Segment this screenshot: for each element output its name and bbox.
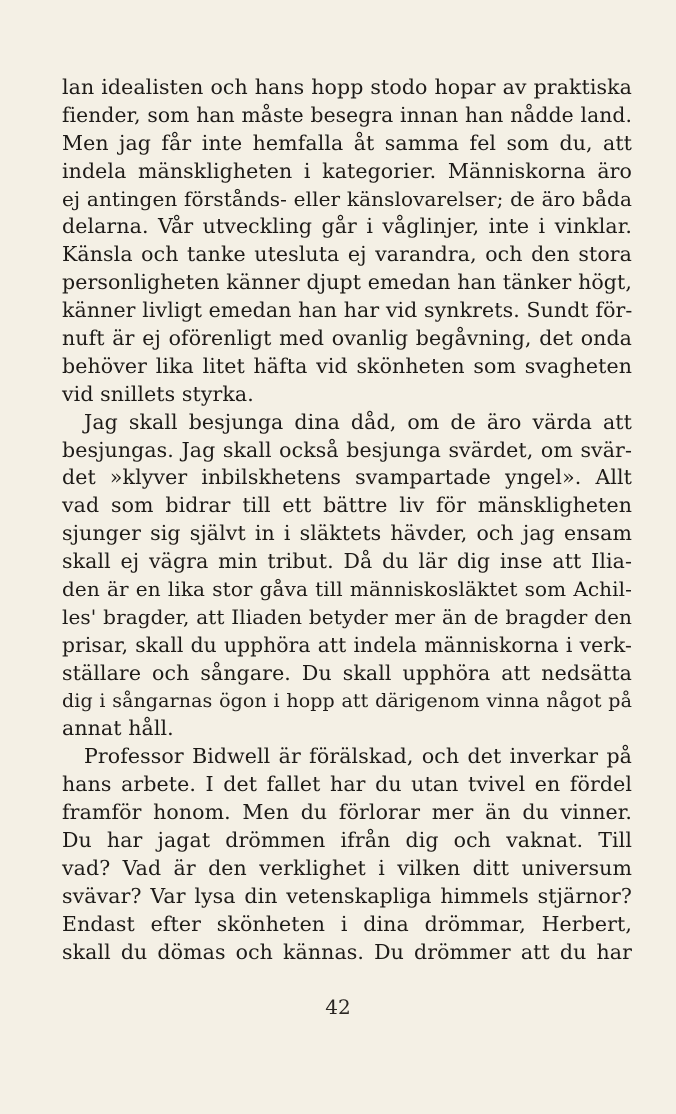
text-line: prisar, skall du upphöra att indela människorna i verk-: [62, 632, 632, 657]
text-line: den är en lika stor gåva till människosläktet som Achil-: [62, 577, 632, 602]
page-number: 42: [325, 995, 351, 1019]
text-line: vad? Vad är den verklighet i vilken ditt universum: [62, 855, 632, 880]
text-line: Men jag får inte hemfalla åt samma fel som du, att: [62, 130, 632, 155]
text-line: vid snillets styrka.: [62, 381, 254, 406]
text-line: vad som bidrar till ett bättre liv för mänskligheten: [62, 493, 632, 518]
text-line: les' bragder, att Iliaden betyder mer än de bragder den: [62, 604, 632, 629]
text-line: känner livligt emedan han har vid synkrets. Sundt för-: [62, 298, 633, 323]
text-line: Känsla och tanke utesluta ej varandra, och den stora: [62, 242, 632, 267]
text-line: besjungas. Jag skall också besjunga svärdet, om svär-: [62, 437, 632, 462]
text-line: ej antingen förstånds- eller känslovarelser; de äro båda: [62, 186, 632, 211]
text-line: Endast efter skönheten i dina drömmar, Herbert,: [62, 911, 632, 936]
text-line: indela mänskligheten i kategorier. Människorna äro: [62, 158, 632, 183]
text-line: sjunger sig självt in i släktets hävder, och jag ensam: [62, 521, 632, 546]
text-line: delarna. Vår utveckling går i våglinjer, inte i vinklar.: [62, 214, 632, 239]
text-line: Jag skall besjunga dina dåd, om de äro värda att: [84, 409, 632, 434]
text-line: behöver lika litet häfta vid skönheten som svagheten: [62, 353, 632, 378]
text-line: fiender, som han måste besegra innan han nådde land.: [62, 102, 632, 127]
text-line: det »klyver inbilskhetens svampartade yngel». Allt: [62, 465, 632, 490]
text-line: nuft är ej oförenligt med ovanlig begåvning, det onda: [62, 326, 632, 351]
text-line: dig i sångarnas ögon i hopp att därigenom vinna något på: [62, 689, 632, 712]
text-line: framför honom. Men du förlorar mer än du vinner.: [62, 800, 632, 825]
body-text: [62, 74, 632, 967]
text-line: Du har jagat drömmen ifrån dig och vaknat. Till: [62, 828, 632, 853]
text-line: svävar? Var lysa din vetenskapliga himmels stjärnor?: [62, 883, 632, 908]
text-line: lan idealisten och hans hopp stodo hopar av praktiska: [62, 75, 632, 99]
text-line: skall du dömas och kännas. Du drömmer att du har: [62, 939, 632, 964]
text-line: ställare och sångare. Du skall upphöra att nedsätta: [62, 660, 632, 685]
text-line: annat håll.: [62, 716, 174, 741]
text-line: hans arbete. I det fallet har du utan tvivel en fördel: [62, 772, 632, 797]
text-line: skall ej vägra min tribut. Då du lär dig inse att Ilia-: [62, 549, 632, 574]
text-line: Professor Bidwell är förälskad, och det inverkar på: [84, 744, 632, 769]
text-line: personligheten känner djupt emedan han tänker högt,: [62, 270, 632, 295]
